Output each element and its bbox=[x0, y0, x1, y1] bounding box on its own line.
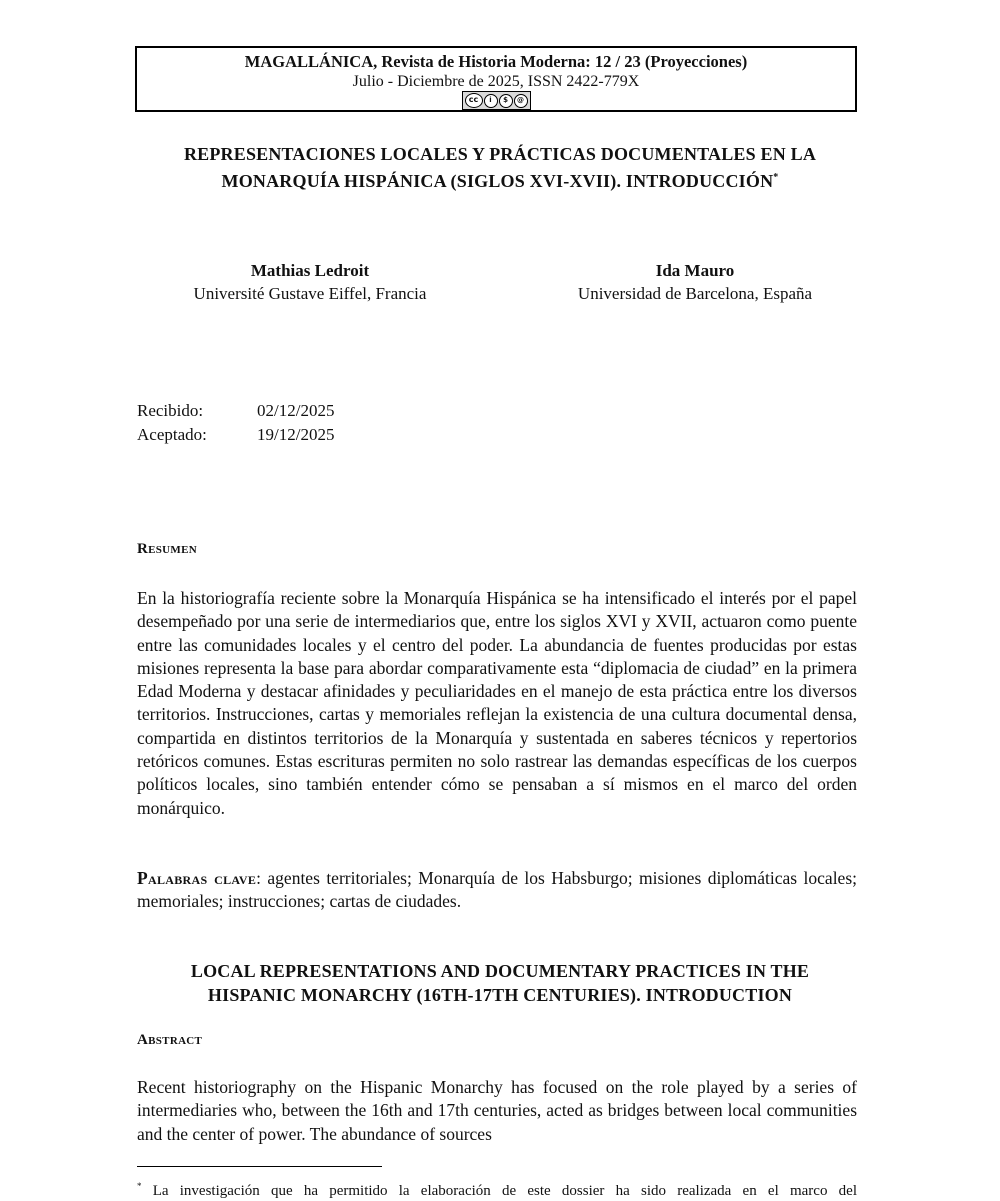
received-date: 02/12/2025 bbox=[257, 401, 335, 420]
keywords-list: : agentes territoriales; Monarquía de los Habsburgo; misiones diplomáticas locales; memoriales; instrucciones; cartas de ciudades. bbox=[137, 868, 857, 912]
author-name: Mathias Ledroit bbox=[250, 261, 370, 280]
author-affiliation: Universidad de Barcelona, España bbox=[577, 284, 813, 303]
footnote-separator bbox=[137, 1166, 382, 1167]
creative-commons-license-icon[interactable] bbox=[462, 91, 531, 110]
title-en-line1: LOCAL REPRESENTATIONS AND DOCUMENTARY PRACTICES IN THE bbox=[190, 961, 810, 981]
article-dates bbox=[137, 399, 334, 447]
title-footnote-mark[interactable]: * bbox=[773, 172, 779, 183]
journal-masthead bbox=[135, 46, 857, 112]
article-title-en bbox=[120, 959, 880, 1007]
resumen-text: En la historiografía reciente sobre la Monarquía Hispánica se ha intensificado el interés por el papel desempeñado por una serie de intermediarios que, entre los siglos XVI y XVII, actuaron como puente entre las comunidades locales y el centro del poder. La abundancia de fuentes producidas por estas misiones representa la base para abordar comparativamente esta “diplomacia de ciudad” en la primera Edad Moderna y destacar afinidades y peculiaridades en el manejo de esta práctica entre los diversos territorios. Instrucciones, cartas y memoriales reflejan la existencia de una cultura documental densa, compartida en distintos territorios de la Monarquía y sustentada en saberes técnicos y repertorios retóricos comunes. Estas escrituras permiten no solo rastrear las demandas específicas de los cuerpos políticos locales, sino también entender cómo se pensaban a sí mismos en el marco del orden monárquico. bbox=[137, 588, 857, 818]
resumen-heading: Resumen bbox=[137, 541, 197, 557]
abstract-text: Recent historiography on the Hispanic Monarchy has focused on the role played by a series of intermediaries who, between the 16th and 17th centuries, acted as bridges between local communities and the center of power. The abundance of sources bbox=[137, 1077, 857, 1144]
footnote-mark: * bbox=[137, 1181, 142, 1191]
sa-icon: @ bbox=[514, 94, 528, 108]
accepted-date: 19/12/2025 bbox=[257, 425, 335, 444]
title-es-line1: REPRESENTACIONES LOCALES Y PRÁCTICAS DOCUMENTALES EN LA bbox=[183, 144, 817, 164]
footnote-text: La investigación que ha permitido la elaboración de este dossier ha sido realizada en el marco del bbox=[141, 1183, 857, 1199]
author-affiliation: Université Gustave Eiffel, Francia bbox=[193, 284, 427, 303]
title-en-line2: HISPANIC MONARCHY (16TH-17TH CENTURIES). INTRODUCTION bbox=[207, 985, 793, 1005]
by-icon: i bbox=[484, 94, 498, 108]
abstract-heading: Abstract bbox=[137, 1032, 203, 1048]
keywords bbox=[137, 867, 857, 914]
author-2 bbox=[515, 259, 875, 305]
accepted-label: Aceptado: bbox=[137, 425, 207, 444]
journal-title: MAGALLÁNICA, Revista de Historia Moderna: 12 / 23 (Proyecciones) bbox=[244, 52, 748, 71]
cc-icon: cc bbox=[465, 93, 483, 108]
received-label: Recibido: bbox=[137, 401, 204, 420]
nc-icon: $ bbox=[499, 94, 513, 108]
author-1 bbox=[150, 259, 470, 305]
article-title-es bbox=[120, 142, 880, 193]
keywords-label: Palabras clave bbox=[137, 868, 257, 888]
title-es-line2: MONARQUÍA HISPÁNICA (SIGLOS XVI-XVII). INTRODUCCIÓN bbox=[221, 171, 774, 191]
footnote bbox=[137, 1176, 857, 1201]
author-name: Ida Mauro bbox=[655, 261, 735, 280]
journal-issue: Julio - Diciembre de 2025, ISSN 2422-779X bbox=[352, 73, 640, 90]
